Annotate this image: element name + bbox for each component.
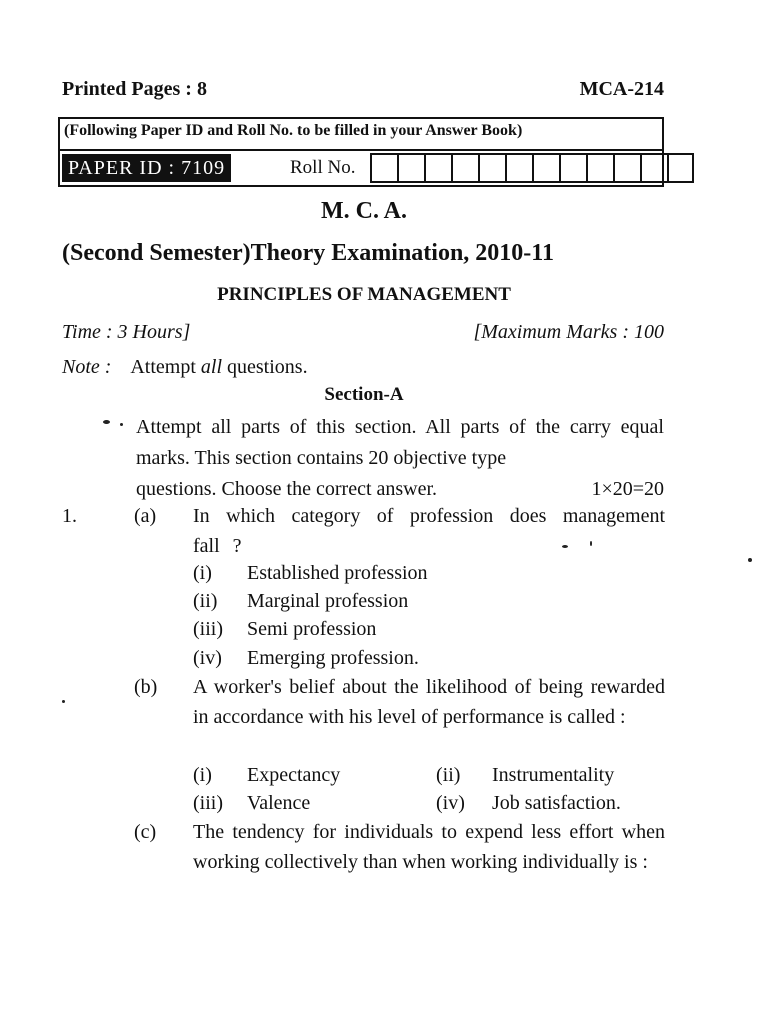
scan-speck [562,545,568,548]
question-b-label: (b) [134,676,158,698]
option-number: (iv) [193,647,222,669]
option-number: (iv) [436,792,465,814]
roll-no-cell [613,153,640,183]
question-c-label: (c) [134,821,157,843]
option-number: (iii) [193,792,223,814]
roll-no-cell [370,153,397,183]
option-number: (ii) [436,764,461,786]
note-text-post: questions. [222,356,308,378]
roll-no-cell [424,153,451,183]
roll-no-cell [667,153,694,183]
note-text-pre: Attempt [130,356,201,378]
option-text: Emerging profession. [247,647,419,669]
note-label: Note : [62,356,112,378]
exam-title: (Second Semester)Theory Examination, 2010-11 [62,240,554,266]
option-number: (i) [193,562,212,584]
question-b-text: A worker's belief about the likelihood of being rewarded in accordance with his level of performance is called : [193,676,665,728]
roll-no-cell [478,153,505,183]
scan-speck [120,423,123,426]
question-c-text: The tendency for individuals to expend less effort when working collectively than when working individually is : [193,821,665,873]
option-text: Valence [247,792,311,814]
option-number: (i) [193,764,212,786]
scan-speck [748,558,752,562]
note-line [62,356,308,379]
option-number: (iii) [193,618,223,640]
scan-speck [103,420,110,424]
course-title: M. C. A. [321,198,407,224]
option-text: Job satisfaction. [492,792,621,814]
time-allowed: Time : 3 Hours] [62,321,191,343]
instruction-text: Attempt all parts of this section. All parts of the carry equal marks. This section contains 20 objective type [136,416,664,469]
question-a-text: In which category of profession does management fall ? [193,505,665,557]
option-text: Instrumentality [492,764,615,786]
id-box-note: (Following Paper ID and Roll No. to be filled in your Answer Book) [64,122,523,139]
option-text: Marginal profession [247,590,409,612]
question-number: 1. [62,505,77,527]
printed-pages: Printed Pages : 8 [62,78,207,100]
option-text: Semi profession [247,618,377,640]
maximum-marks: [Maximum Marks : 100 [473,321,664,343]
question-a-label: (a) [134,505,157,527]
instruction-text-end: questions. Choose the correct answer. [136,478,438,500]
paper-id-box [58,117,664,187]
section-marks: 1×20=20 [591,478,664,500]
section-title: Section-A [324,384,404,405]
option-number: (ii) [193,590,218,612]
option-text: Expectancy [247,764,341,786]
id-box-divider [60,149,662,151]
subject-title: PRINCIPLES OF MANAGEMENT [217,284,511,305]
roll-no-boxes [370,153,694,183]
note-text-emph: all [200,356,223,378]
roll-no-label: Roll No. [290,157,356,178]
section-instructions [136,412,664,505]
scan-speck [590,541,592,546]
roll-no-cell [640,153,667,183]
option-text: Established profession [247,562,428,584]
paper-id-label: PAPER ID : 7109 [62,154,231,182]
paper-code: MCA-214 [579,78,664,100]
roll-no-cell [397,153,424,183]
roll-no-cell [451,153,478,183]
scan-speck [62,700,65,703]
roll-no-cell [586,153,613,183]
roll-no-cell [559,153,586,183]
roll-no-cell [532,153,559,183]
roll-no-cell [505,153,532,183]
